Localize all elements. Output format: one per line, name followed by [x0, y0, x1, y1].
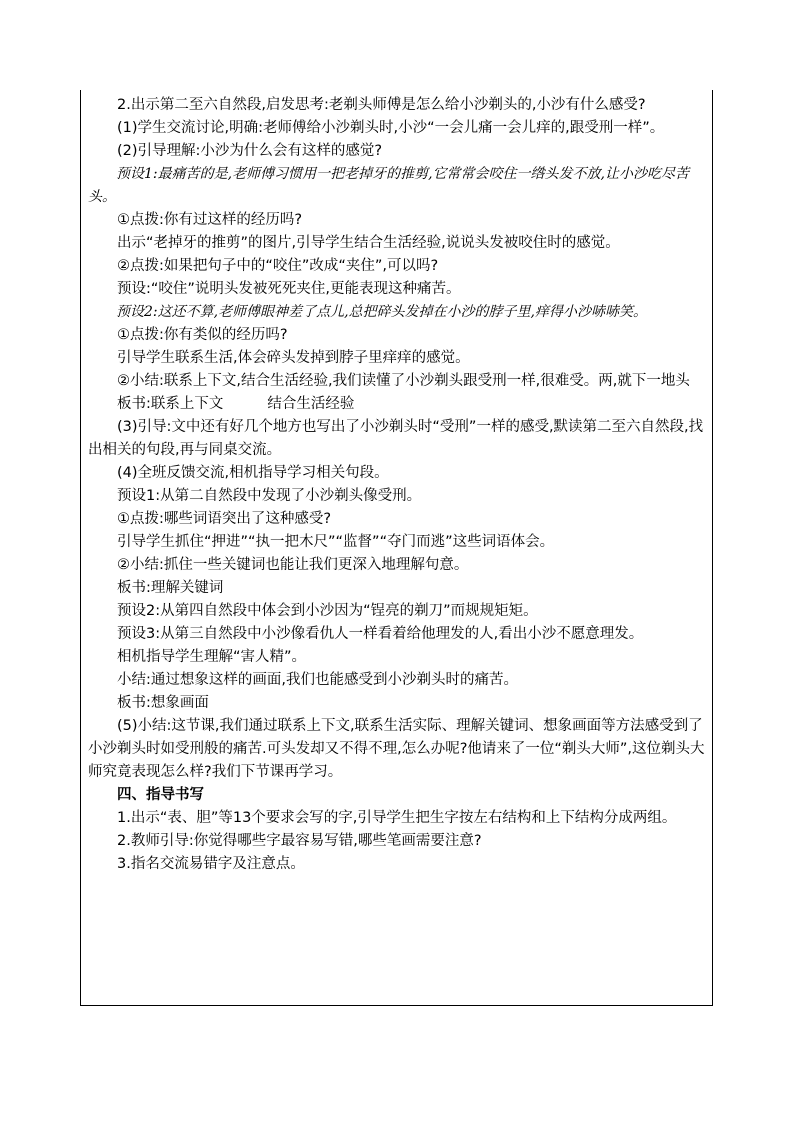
- section-heading: 四、指导书写: [117, 787, 204, 803]
- paragraph: ②小结:联系上下文,结合生活经验,我们读懂了小沙剃头跟受刑一样,很难受。两,就下一地头: [117, 373, 690, 389]
- paragraph: ①点拨:你有类似的经历吗?: [117, 327, 288, 343]
- paragraph: ①点拨:哪些词语突出了这种感受?: [117, 511, 332, 527]
- blackboard-item: 结合生活经验: [267, 396, 355, 412]
- paragraph: 预设1:从第二自然段中发现了小沙剃头像受刑。: [117, 488, 422, 504]
- paragraph: 引导学生抓住“押进”“执一把木尺”“监督”“夺门而逃”这些词语体会。: [117, 534, 555, 550]
- paragraph: 预设1:最痛苦的是,老师傅习惯用一把老掉牙的推剪,它常常会咬住一绺头发不放,让小沙吃尽苦头。: [88, 166, 689, 205]
- paragraph: 2.教师引导:你觉得哪些字最容易写错,哪些笔画需要注意?: [117, 833, 482, 849]
- paragraph: 预设2:这还不算,老师傅眼神差了点儿,总把碎头发掉在小沙的脖子里,痒得小沙哧哧笑。: [116, 304, 647, 320]
- paragraph: 预设2:从第四自然段中体会到小沙因为“锃亮的剃刀”而规规矩矩。: [117, 603, 538, 619]
- paragraph: (2)引导理解:小沙为什么会有这样的感觉?: [117, 143, 383, 159]
- paragraph: (4)全班反馈交流,相机指导学习相关句段。: [117, 465, 389, 481]
- lesson-content-cell: [80, 90, 713, 1006]
- paragraph: (5)小结:这节课,我们通过联系上下文,联系生活实际、理解关键词、想象画面等方法感受到了小沙剃头时如受刑般的痛苦.可头发却又不得不理,怎么办呢?他请来了一位“剃头大师”,这位剃头大师究竟表现怎么样?我们下节课再学习。: [88, 718, 705, 780]
- paragraph: 相机指导学生理解“害人精”。: [117, 649, 307, 665]
- paragraph: 3.指名交流易错字及注意点。: [117, 856, 305, 872]
- paragraph: (3)引导:文中还有好几个地方也写出了小沙剃头时“受刑”一样的感受,默读第二至六自然段,找出相关的句段,再与同桌交流。: [88, 419, 704, 458]
- paragraph: ②小结:抓住一些关键词也能让我们更深入地理解句意。: [117, 557, 469, 573]
- paragraph: 预设:“咬住”说明头发被死死夹住,更能表现这种痛苦。: [117, 281, 461, 297]
- paragraph: ②点拨:如果把句子中的“咬住”改成“夹住”,可以吗?: [117, 258, 439, 274]
- paragraph: ①点拨:你有过这样的经历吗?: [117, 212, 303, 228]
- blackboard-note: 板书:理解关键词: [117, 580, 224, 596]
- paragraph: 出示“老掉牙的推剪”的图片,引导学生结合生活经验,说说头发被咬住时的感觉。: [117, 235, 620, 251]
- paragraph: (1)学生交流讨论,明确:老师傅给小沙剃头时,小沙“一会儿痛一会儿痒的,跟受刑一样”。: [117, 120, 665, 136]
- blackboard-note: [88, 393, 707, 416]
- blackboard-item: 板书:联系上下文: [117, 396, 224, 412]
- paragraph: 小结:通过想象这样的画面,我们也能感受到小沙剃头时的痛苦。: [117, 672, 518, 688]
- blackboard-note: 板书:想象画面: [117, 695, 209, 711]
- paragraph: 1.出示“表、胆”等13个要求会写的字,引导学生把生字按左右结构和上下结构分成两组。: [117, 810, 677, 826]
- paragraph: 预设3:从第三自然段中小沙像看仇人一样看着给他理发的人,看出小沙不愿意理发。: [117, 626, 644, 642]
- paragraph: 引导学生联系生活,体会碎头发掉到脖子里痒痒的感觉。: [117, 350, 470, 366]
- paragraph: 2.出示第二至六自然段,启发思考:老剃头师傅是怎么给小沙剃头的,小沙有什么感受?: [117, 97, 646, 113]
